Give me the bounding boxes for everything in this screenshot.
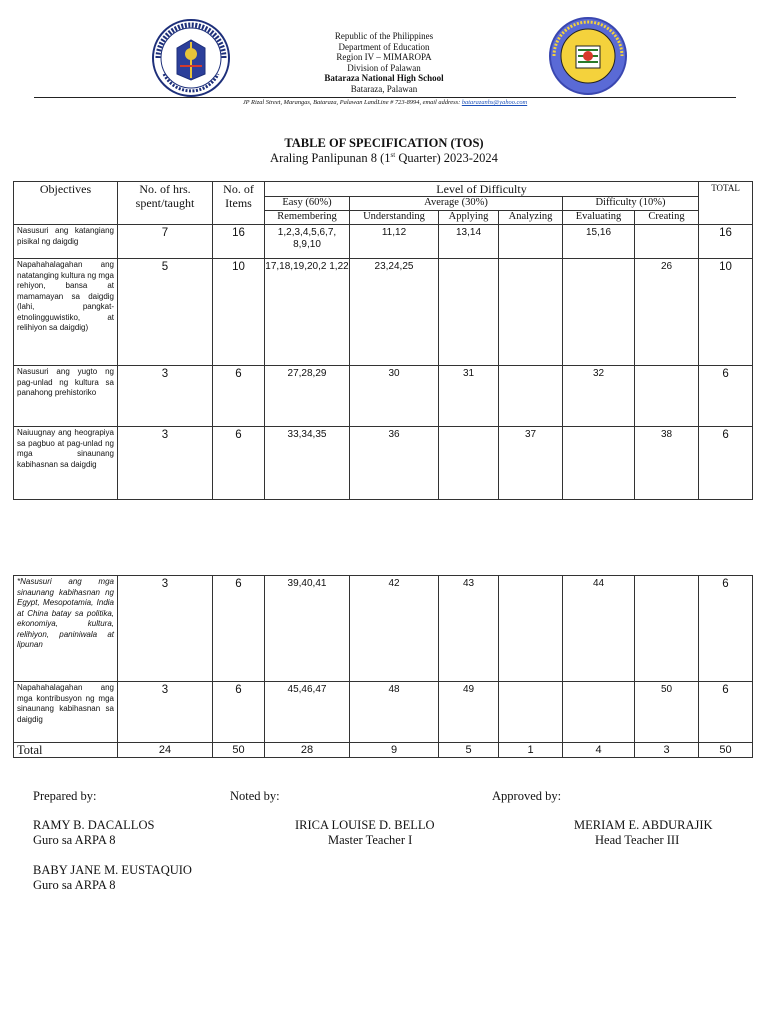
school-seal-logo — [548, 16, 628, 96]
hours-cell: 7 — [118, 225, 213, 259]
totals-analyzing: 1 — [499, 743, 563, 758]
header-divider — [34, 97, 736, 98]
school-town: Bataraza, Palawan — [350, 83, 418, 94]
totals-evaluating: 4 — [563, 743, 635, 758]
header-total: TOTAL — [699, 182, 753, 225]
school-name: Bataraza National High School — [324, 73, 444, 84]
totals-items: 50 — [213, 743, 265, 758]
creating-cell: 50 — [635, 682, 699, 743]
subtitle-superscript: st — [390, 151, 396, 159]
preparer-2-title: Guro sa ARPA 8 — [33, 878, 116, 892]
address-line — [34, 99, 736, 106]
row-total-cell: 16 — [699, 225, 753, 259]
items-cell: 6 — [213, 427, 265, 500]
header-understanding: Understanding — [350, 211, 439, 225]
letterhead — [250, 31, 518, 95]
hours-cell: 3 — [118, 366, 213, 427]
letterhead-line-1: Republic of the Philippines — [334, 31, 434, 41]
creating-cell: 26 — [635, 259, 699, 366]
evaluating-cell — [563, 259, 635, 366]
header-analyzing: Analyzing — [499, 211, 563, 225]
understanding-cell: 42 — [350, 576, 439, 682]
objective-cell: Napahahalagahan ang mga kontribusyon ng mga sinaunang kabihasnan sa daigdig — [14, 682, 118, 743]
objective-cell: *Nasusuri ang mga sinaunang kabihasnan ng Egypt, Mesopotamia, India at China batay sa politika, ekonomiya, kultura, relihiyon, paniniwala at lipunan — [14, 576, 118, 682]
row-total-cell: 6 — [699, 366, 753, 427]
items-cell: 6 — [213, 366, 265, 427]
totals-creating: 3 — [635, 743, 699, 758]
noted-by-label: Noted by: — [230, 789, 280, 803]
creating-cell — [635, 225, 699, 259]
row-total-cell: 6 — [699, 576, 753, 682]
applying-cell — [439, 259, 499, 366]
remembering-cell: 27,28,29 — [265, 366, 350, 427]
letterhead-line-2: Department of Education — [338, 41, 430, 52]
totals-hours: 24 — [118, 743, 213, 758]
approver-title: Head Teacher III — [595, 833, 680, 847]
document-title: TABLE OF SPECIFICATION (TOS) — [284, 136, 484, 150]
row-total-cell: 10 — [699, 259, 753, 366]
creating-cell — [635, 576, 699, 682]
subtitle-text: Araling Panlipunan 8 (1 — [270, 151, 391, 166]
subtitle-text-end: Quarter) 2023-2024 — [395, 151, 498, 166]
deped-seal-logo — [150, 18, 232, 98]
totals-row — [14, 743, 753, 758]
hours-cell: 5 — [118, 259, 213, 366]
understanding-cell: 30 — [350, 366, 439, 427]
analyzing-cell: 37 — [499, 427, 563, 500]
creating-cell — [635, 366, 699, 427]
applying-cell — [439, 427, 499, 500]
remembering-cell: 1,2,3,4,5,6,7, 8,9,10 — [265, 225, 350, 259]
address-text: JP Rizal Street, Marangas, Bataraza, Palawan LandLine # 723-8994, email address: — [242, 99, 461, 106]
noter-title: Master Teacher I — [328, 833, 413, 847]
header-creating: Creating — [635, 211, 699, 225]
remembering-cell: 39,40,41 — [265, 576, 350, 682]
header-easy: Easy (60%) — [265, 197, 350, 211]
totals-total: 50 — [699, 743, 753, 758]
hours-cell: 3 — [118, 576, 213, 682]
objective-cell: Nasusuri ang yugto ng pag-unlad ng kultura sa panahong prehistoriko — [14, 366, 118, 427]
preparer-1-name: RAMY B. DACALLOS — [33, 818, 155, 832]
header-applying: Applying — [439, 211, 499, 225]
tos-table-bottom — [13, 575, 753, 758]
totals-remembering: 28 — [265, 743, 350, 758]
table-row — [14, 366, 753, 427]
creating-cell: 38 — [635, 427, 699, 500]
header-difficult: Difficulty (10%) — [563, 197, 699, 211]
evaluating-cell — [563, 427, 635, 500]
remembering-cell: 17,18,19,20,2 1,22 — [265, 259, 350, 366]
understanding-cell: 23,24,25 — [350, 259, 439, 366]
applying-cell: 43 — [439, 576, 499, 682]
tos-table-top — [13, 181, 753, 500]
items-cell: 6 — [213, 682, 265, 743]
table-row — [14, 427, 753, 500]
letterhead-line-4: Division of Palawan — [347, 62, 421, 73]
evaluating-cell: 44 — [563, 576, 635, 682]
preparer-2-name: BABY JANE M. EUSTAQUIO — [33, 863, 192, 877]
approver-name: MERIAM E. ABDURAJIK — [574, 818, 713, 832]
table-row — [14, 259, 753, 366]
items-cell: 16 — [213, 225, 265, 259]
hours-cell: 3 — [118, 682, 213, 743]
analyzing-cell — [499, 682, 563, 743]
applying-cell: 31 — [439, 366, 499, 427]
objective-cell: Napahahalagahan ang natatanging kultura ng mga rehiyon, bansa at mamamayan sa daigdig (lahi, pangkat-etnolingguwistiko, at relihiyon sa daigdig) — [14, 259, 118, 366]
understanding-cell: 11,12 — [350, 225, 439, 259]
noter-name: IRICA LOUISE D. BELLO — [295, 818, 435, 832]
totals-label: Total — [14, 743, 118, 758]
understanding-cell: 36 — [350, 427, 439, 500]
applying-cell: 49 — [439, 682, 499, 743]
header-hours: No. of hrs. spent/taught — [118, 182, 213, 225]
totals-applying: 5 — [439, 743, 499, 758]
row-total-cell: 6 — [699, 427, 753, 500]
letterhead-line-3: Region IV – MIMAROPA — [336, 52, 432, 63]
remembering-cell: 45,46,47 — [265, 682, 350, 743]
totals-understanding: 9 — [350, 743, 439, 758]
header-level-of-difficulty: Level of Difficulty — [265, 182, 699, 197]
document-subtitle — [0, 151, 768, 166]
approved-by-label: Approved by: — [492, 789, 562, 803]
row-total-cell: 6 — [699, 682, 753, 743]
header-average: Average (30%) — [350, 197, 563, 211]
header-remembering: Remembering — [265, 211, 350, 225]
header-objectives: Objectives — [14, 182, 118, 225]
understanding-cell: 48 — [350, 682, 439, 743]
objective-cell: Nasusuri ang katangiang pisikal ng daigdig — [14, 225, 118, 259]
preparer-1-title: Guro sa ARPA 8 — [33, 833, 116, 847]
table-row — [14, 576, 753, 682]
analyzing-cell — [499, 259, 563, 366]
analyzing-cell — [499, 366, 563, 427]
prepared-by-label: Prepared by: — [33, 789, 97, 803]
objective-cell: Naiuugnay ang heograpiya sa pagbuo at pag-unlad ng mga sinaunang kabihasnan sa daigdig — [14, 427, 118, 500]
items-cell: 10 — [213, 259, 265, 366]
evaluating-cell: 15,16 — [563, 225, 635, 259]
evaluating-cell: 32 — [563, 366, 635, 427]
table-row — [14, 682, 753, 743]
email-link[interactable]: batarazanhs@yahoo.com — [461, 99, 528, 106]
header-items: No. of Items — [213, 182, 265, 225]
evaluating-cell — [563, 682, 635, 743]
analyzing-cell — [499, 225, 563, 259]
hours-cell: 3 — [118, 427, 213, 500]
header-evaluating: Evaluating — [563, 211, 635, 225]
remembering-cell: 33,34,35 — [265, 427, 350, 500]
applying-cell: 13,14 — [439, 225, 499, 259]
analyzing-cell — [499, 576, 563, 682]
table-row — [14, 225, 753, 259]
items-cell: 6 — [213, 576, 265, 682]
